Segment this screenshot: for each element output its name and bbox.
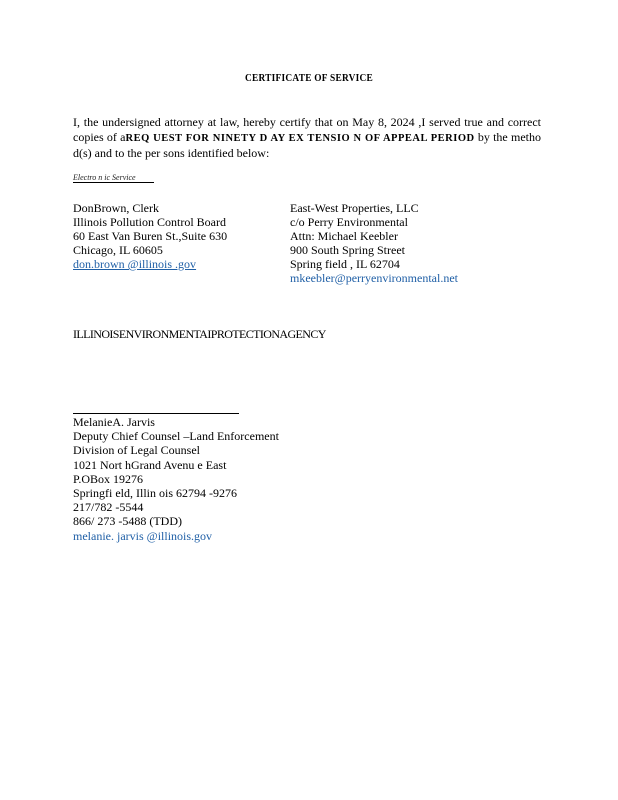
recipient-city: Spring field , IL 62704 [290, 257, 400, 271]
signer-email-link[interactable]: melanie. jarvis @illinois.gov [73, 528, 213, 543]
signer-name: MelanieA. Jarvis [73, 415, 155, 429]
signer-street: 1021 Nort hGrand Avenu e East [73, 457, 227, 472]
certification-paragraph [73, 115, 541, 161]
signer-phone: 217/782 -5544 [73, 500, 144, 515]
recipient-organization: Illinois Pollution Control Board [73, 215, 227, 229]
recipient-block-properties [290, 201, 458, 285]
signer-tdd: 866/ 273 -5488 (TDD) [73, 514, 182, 529]
service-method-heading: Electro n ic Service [73, 173, 154, 183]
certification-text-start: I, the undersigned attorney at law, hereby certify that on May 8, 2024 ,I served true and correct copies of a [73, 115, 541, 144]
signature-block [73, 415, 279, 543]
agency-name: ILLINOISENVIRONMENTAIPROTECTIONAGENCY [73, 327, 326, 341]
recipient-email-link[interactable]: don.brown @illinois .gov [73, 257, 197, 271]
recipient-street: 900 South Spring Street [290, 243, 406, 257]
recipient-care-of: c/o Perry Environmental [290, 215, 408, 229]
signer-city: Springfi eld, Illin ois 62794 -9276 [73, 486, 237, 501]
certification-text-end: by the metho d(s) and to the per sons identified below: [73, 130, 541, 160]
signer-division: Division of Legal Counsel [73, 443, 200, 458]
signer-pobox: P.OBox 19276 [73, 471, 144, 486]
recipient-email-link[interactable]: mkeebler@perryenvironmental.net [290, 271, 458, 285]
document-title: REQ UEST FOR NINETY D AY EX TENSIO N OF APPEAL PERIOD [125, 133, 475, 144]
recipient-attention: Attn: Michael Keebler [290, 229, 398, 243]
page-title: CERTIFICATE OF SERVICE [244, 72, 374, 84]
recipient-name: DonBrown, Clerk [73, 201, 159, 215]
signer-title: Deputy Chief Counsel –Land Enforcement [73, 429, 279, 444]
recipient-block-clerk [73, 201, 227, 271]
recipient-city: Chicago, IL 60605 [73, 243, 163, 257]
recipient-street: 60 East Van Buren St.,Suite 630 [73, 229, 228, 243]
signature-line [73, 413, 239, 414]
recipient-name: East-West Properties, LLC [290, 201, 419, 215]
